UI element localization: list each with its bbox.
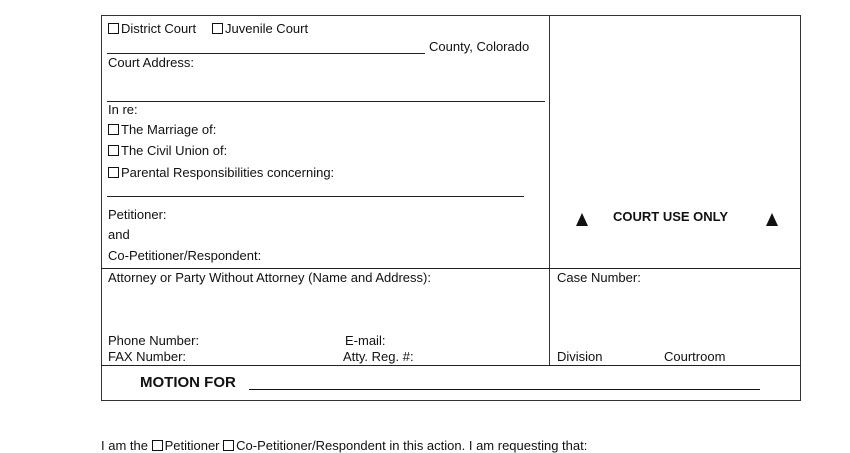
parental-responsibilities-label: Parental Responsibilities concerning: (121, 165, 335, 180)
caption-outer-box (101, 15, 801, 401)
civil-union-checkbox[interactable] (108, 144, 227, 157)
courtroom-label: Courtroom (664, 349, 726, 364)
co-petitioner-option-label: Co-Petitioner/Respondent (236, 438, 386, 453)
and-label: and (108, 227, 130, 242)
motion-title: MOTION FOR (140, 374, 236, 391)
petitioner-option-label: Petitioner (164, 438, 220, 453)
checkbox-icon (108, 124, 119, 135)
co-petitioner-label: Co-Petitioner/Respondent: (108, 248, 262, 263)
juvenile-court-label: Juvenile Court (225, 21, 309, 36)
petitioner-checkbox[interactable] (152, 438, 224, 453)
parental-responsibilities-checkbox[interactable] (108, 166, 334, 179)
phone-number-label: Phone Number: (108, 333, 200, 348)
parties-blank-line[interactable] (107, 196, 524, 197)
email-label: E-mail: (345, 333, 386, 348)
triangle-up-icon (766, 213, 778, 226)
district-court-label: District Court (121, 21, 197, 36)
division-label: Division (557, 349, 603, 364)
checkbox-icon (152, 440, 163, 451)
atty-reg-label: Atty. Reg. #: (343, 349, 414, 364)
co-petitioner-checkbox[interactable] (223, 438, 389, 453)
statement-prefix: I am the (101, 438, 148, 453)
checkbox-icon (223, 440, 234, 451)
court-address-label: Court Address: (108, 55, 194, 70)
motion-title-blank-line[interactable] (249, 389, 760, 390)
checkbox-icon (108, 145, 119, 156)
statement-line (101, 439, 587, 452)
case-number-label: Case Number: (557, 270, 641, 285)
checkbox-icon (212, 23, 223, 34)
checkbox-icon (108, 23, 119, 34)
civil-union-label: The Civil Union of: (121, 143, 228, 158)
checkbox-icon (108, 167, 119, 178)
caption-column-divider (549, 15, 550, 366)
court-use-only-label: COURT USE ONLY (613, 209, 729, 224)
marriage-checkbox[interactable] (108, 123, 216, 136)
county-label: County, Colorado (429, 39, 530, 54)
juvenile-court-checkbox[interactable] (212, 22, 308, 35)
statement-suffix: in this action. I am requesting that: (389, 438, 588, 453)
triangle-up-icon (576, 213, 588, 226)
marriage-label: The Marriage of: (121, 122, 217, 137)
caption-row-divider (101, 268, 801, 269)
motion-row-divider (101, 365, 801, 366)
attorney-label: Attorney or Party Without Attorney (Name and Address): (108, 270, 431, 285)
county-blank-line[interactable] (107, 53, 425, 54)
district-court-checkbox[interactable] (108, 22, 196, 35)
court-address-line[interactable] (107, 101, 545, 102)
petitioner-label: Petitioner: (108, 207, 167, 222)
fax-number-label: FAX Number: (108, 349, 187, 364)
in-re-label: In re: (108, 102, 138, 117)
